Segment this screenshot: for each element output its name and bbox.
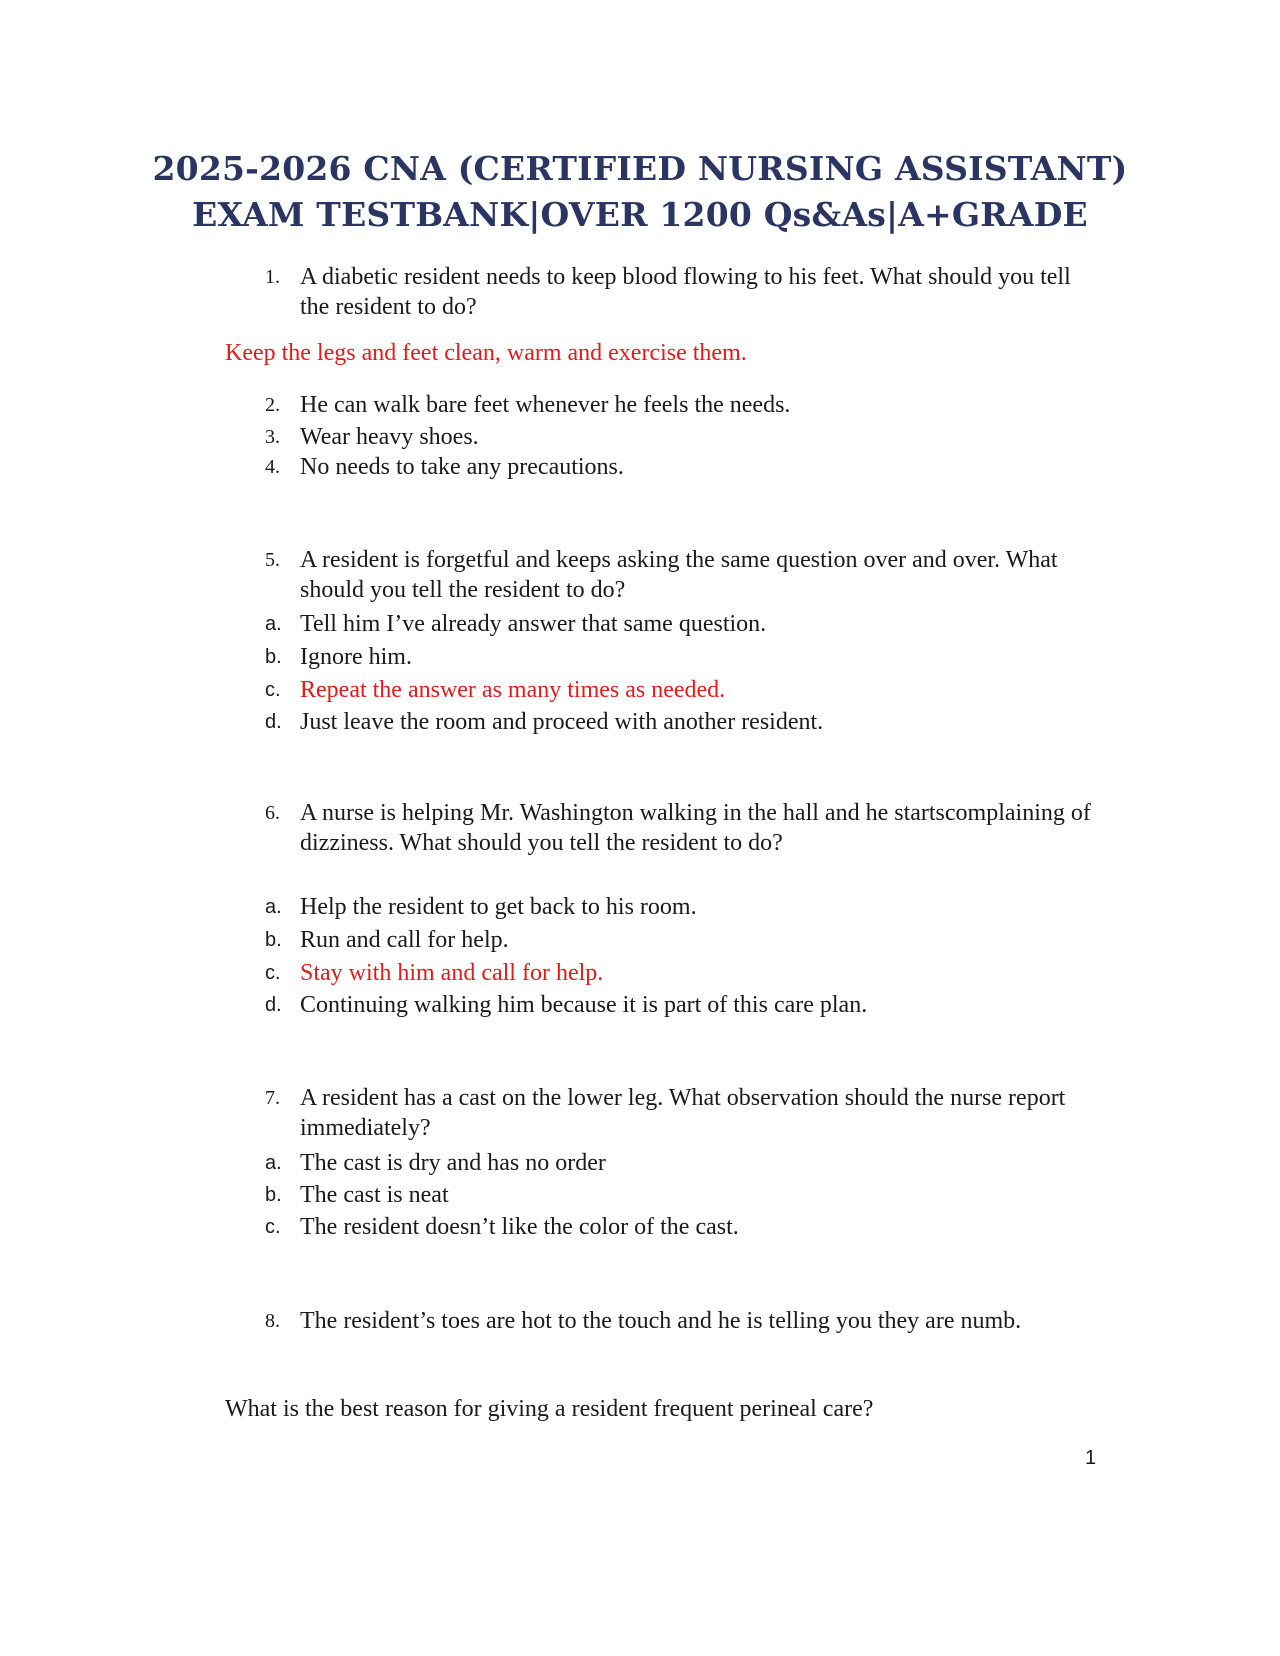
- option-letter: b.: [265, 646, 282, 668]
- question-7: [265, 1083, 1105, 1143]
- item-text: He can walk bare feet whenever he feels the needs.: [300, 392, 791, 418]
- answer-option: [265, 642, 1105, 672]
- answer-option-correct: [265, 675, 1105, 705]
- item-number: 3.: [265, 426, 280, 448]
- answer-option: [265, 925, 1105, 955]
- question-8: [265, 1306, 1105, 1336]
- question-number: 1.: [265, 266, 280, 288]
- list-item: [265, 422, 1105, 452]
- option-text: Ignore him.: [300, 644, 412, 670]
- question-number: 6.: [265, 802, 280, 824]
- option-letter: a.: [265, 613, 282, 635]
- option-letter: d.: [265, 711, 282, 733]
- question-6: [265, 798, 1105, 858]
- question-5: [265, 545, 1105, 605]
- option-text: Continuing walking him because it is part of this care plan.: [300, 992, 868, 1018]
- question-number: 8.: [265, 1310, 280, 1332]
- question-text: A resident has a cast on the lower leg. What observation should the nurse report immediately?: [300, 1085, 1066, 1141]
- option-letter: c.: [265, 962, 281, 984]
- question-1: [265, 262, 1105, 322]
- option-text: The cast is dry and has no order: [300, 1150, 606, 1176]
- option-text: Stay with him and call for help.: [300, 960, 604, 986]
- answer-option: [265, 1180, 1105, 1210]
- list-item: [265, 390, 1105, 420]
- question-text: The resident’s toes are hot to the touch and he is telling you they are numb.: [300, 1308, 1022, 1334]
- answer-option: [265, 990, 1105, 1020]
- answer-option: [265, 609, 1105, 639]
- list-item: [265, 452, 1105, 482]
- option-letter: a.: [265, 896, 282, 918]
- option-letter: c.: [265, 1216, 281, 1238]
- question-text: A nurse is helping Mr. Washington walking in the hall and he startscomplaining of dizziness. What should you tell the resident to do?: [300, 800, 1091, 856]
- item-number: 2.: [265, 394, 280, 416]
- answer-option: [265, 892, 1105, 922]
- item-number: 4.: [265, 456, 280, 478]
- option-letter: b.: [265, 1184, 282, 1206]
- option-text: Help the resident to get back to his room.: [300, 894, 697, 920]
- question-text: A resident is forgetful and keeps asking the same question over and over. What should you tell the resident to do?: [300, 547, 1058, 603]
- question-number: 7.: [265, 1087, 280, 1109]
- question-text: A diabetic resident needs to keep blood flowing to his feet. What should you tell the resident to do?: [300, 264, 1071, 320]
- answer-option: [265, 1212, 1105, 1242]
- question-number: 5.: [265, 549, 280, 571]
- option-text: Tell him I’ve already answer that same question.: [300, 611, 767, 637]
- page-number: 1: [1085, 1447, 1097, 1469]
- document-title: [150, 146, 1130, 238]
- option-text: Run and call for help.: [300, 927, 509, 953]
- option-letter: c.: [265, 679, 281, 701]
- answer-option: [265, 1148, 1105, 1178]
- option-letter: a.: [265, 1152, 282, 1174]
- item-text: No needs to take any precautions.: [300, 454, 624, 480]
- trailing-question: What is the best reason for giving a resident frequent perineal care?: [225, 1396, 874, 1422]
- option-text: The resident doesn’t like the color of the cast.: [300, 1214, 739, 1240]
- option-letter: d.: [265, 994, 282, 1016]
- item-text: Wear heavy shoes.: [300, 424, 479, 450]
- option-text: Just leave the room and proceed with another resident.: [300, 709, 824, 735]
- answer-highlight: Keep the legs and feet clean, warm and exercise them.: [225, 340, 747, 366]
- option-text: Repeat the answer as many times as needed.: [300, 677, 726, 703]
- option-letter: b.: [265, 929, 282, 951]
- answer-option: [265, 707, 1105, 737]
- answer-option-correct: [265, 958, 1105, 988]
- option-text: The cast is neat: [300, 1182, 449, 1208]
- title-line-2: EXAM TESTBANK|OVER 1200 Qs&As|A+GRADE: [192, 195, 1088, 234]
- title-line-1: 2025-2026 CNA (CERTIFIED NURSING ASSISTANT): [152, 149, 1128, 188]
